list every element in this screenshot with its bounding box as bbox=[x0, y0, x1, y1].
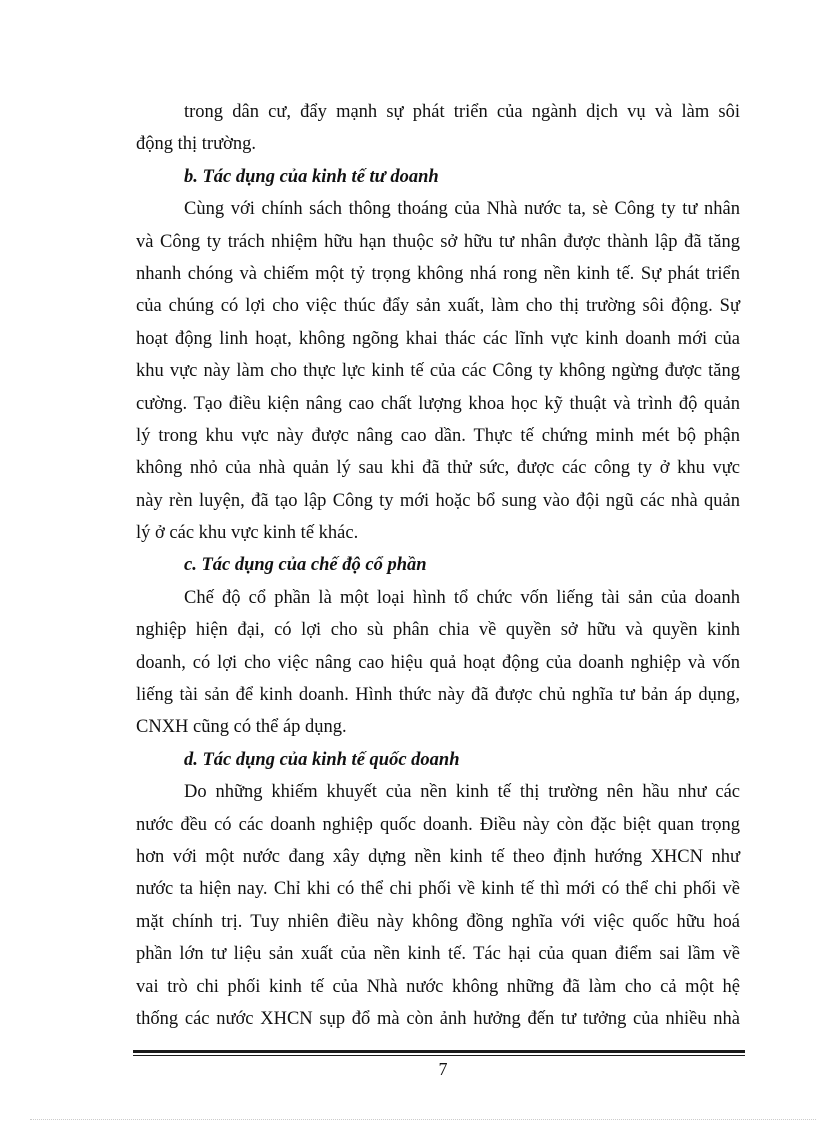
paragraph-line: nước đều có các doanh nghiệp quốc doanh. Điều này còn đặc biệt quan trọng bbox=[136, 814, 740, 835]
section-heading: c. Tác dụng của chế độ cổ phần bbox=[184, 555, 427, 576]
page-number: 7 bbox=[438, 1059, 448, 1079]
paragraph-line: mặt chính trị. Tuy nhiên điều này không đồng nghĩa với việc quốc hữu hoá bbox=[136, 911, 740, 932]
paragraph-line: Do những khiếm khuyết của nền kinh tế thị trường nên hầu như các bbox=[184, 782, 740, 803]
paragraph-line: không nhỏ của nhà quản lý sau khi đã thử sức, được các công ty ở khu vực bbox=[136, 458, 740, 479]
paragraph-line: liếng tài sản để kinh doanh. Hình thức này đã được chủ nghĩa tư bản áp dụng, bbox=[136, 685, 740, 706]
paragraph-line: vai trò chi phối kinh tế của Nhà nước không những đã làm cho cả một hệ bbox=[136, 976, 740, 997]
footer-divider-thick bbox=[133, 1050, 745, 1053]
paragraph-line: này rèn luyện, đã tạo lập Công ty mới hoặc bổ sung vào đội ngũ các nhà quản bbox=[136, 490, 740, 511]
paragraph-line-last: động thị trường. bbox=[136, 134, 257, 155]
paragraph-line-last: CNXH cũng có thể áp dụng. bbox=[136, 717, 347, 738]
paragraph-line: hoạt động linh hoạt, không ngõng khai thác các lĩnh vực kinh doanh mới của bbox=[136, 328, 740, 349]
paragraph-line: hơn với một nước đang xây dựng nền kinh tế theo định hướng XHCN như bbox=[136, 846, 740, 867]
paragraph-line: Chế độ cổ phần là một loại hình tổ chức vốn liếng tài sản của doanh bbox=[184, 587, 740, 608]
paragraph-line: nghiệp hiện đại, có lợi cho sù phân chia về quyền sở hữu và quyền kinh bbox=[136, 620, 740, 641]
paragraph-line: nước ta hiện nay. Chỉ khi có thể chi phối về kinh tế thì mới có thể chi phối về bbox=[136, 879, 740, 900]
paragraph-line: Cùng với chính sách thông thoáng của Nhà nước ta, sè Công ty tư nhân bbox=[184, 199, 740, 220]
paragraph-line: doanh, có lợi cho việc nâng cao hiệu quả hoạt động của doanh nghiệp và vốn bbox=[136, 652, 740, 673]
paragraph-line: lý trong khu vực này được nâng cao dần. Thực tế chứng minh mét bộ phận bbox=[136, 425, 740, 446]
paragraph-line-last: lý ở các khu vực kinh tế khác. bbox=[136, 523, 359, 544]
paragraph-line: phần lớn tư liệu sản xuất của nền kinh tế. Tác hại của quan điểm sai lầm về bbox=[136, 944, 740, 965]
paragraph-line: trong dân cư, đẩy mạnh sự phát triển của ngành dịch vụ và làm sôi bbox=[184, 102, 740, 122]
footer-divider-thin bbox=[133, 1055, 745, 1056]
paragraph-line: khu vực này làm cho thực lực kinh tế của các Công ty không ngừng được tăng bbox=[136, 361, 740, 382]
paragraph-line: và Công ty trách nhiệm hữu hạn thuộc sở hữu tư nhân được thành lập đã tăng bbox=[136, 231, 740, 252]
paragraph-line: của chúng có lợi cho việc thúc đẩy sản xuất, làm cho thị trường sôi động. Sự bbox=[136, 296, 740, 317]
paragraph-line: cường. Tạo điều kiện nâng cao chất lượng khoa học kỹ thuật và trình độ quản bbox=[136, 393, 740, 414]
page-bottom-border bbox=[30, 1119, 816, 1120]
section-heading: b. Tác dụng của kinh tế tư doanh bbox=[184, 166, 439, 187]
paragraph-line: thống các nước XHCN sụp đổ mà còn ảnh hưởng đến tư tưởng của nhiều nhà bbox=[136, 1008, 740, 1029]
section-heading: d. Tác dụng của kinh tế quốc doanh bbox=[184, 749, 460, 770]
document-body bbox=[136, 96, 740, 1035]
paragraph-line: nhanh chóng và chiếm một tỷ trọng không nhá rong nền kinh tế. Sự phát triển bbox=[136, 263, 740, 284]
